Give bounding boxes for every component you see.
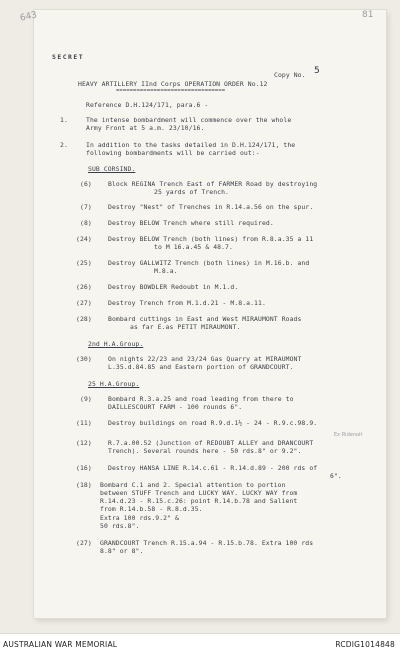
paragraph-number: 2. <box>60 141 68 149</box>
copy-number-label: Copy No. <box>274 71 306 79</box>
item-line: On nights 22/23 and 23/24 Gas Quarry at MIRAUMONT <box>108 355 302 363</box>
item-line: Destroy GALLWITZ Trench (both lines) in M.16.b. and <box>108 259 310 267</box>
item-line: Destroy BELOW Trench (both lines) from R.8.a.35 a 11 <box>108 235 314 243</box>
item-number: (8) <box>80 219 92 227</box>
item-line: 8.8" or 8". <box>100 547 144 555</box>
item-number: (26) <box>76 283 92 291</box>
item-line: Block REGINA Trench East of FARMER Road by destroying <box>108 180 318 188</box>
item-line: to M 16.a.45 & 48.7. <box>154 243 233 251</box>
item-number: (7) <box>80 203 92 211</box>
title-rule: ================================ <box>116 88 226 94</box>
item-line: R.14.d.23 - R.15.c.26: point R.14.b.78 and Salient <box>100 497 298 505</box>
group-heading-25-ha: 25 H.A.Group. <box>88 380 140 388</box>
pencil-mark-top-left: 643 <box>19 10 39 24</box>
secret-label: SECRET <box>52 53 85 61</box>
item-line: as far E.as PETIT MIRAUMONT. <box>130 323 241 331</box>
item-line: M.8.a. <box>154 267 178 275</box>
margin-note: Ex Ridenoit <box>334 432 363 438</box>
item-line: Extra 100 rds.9.2" & <box>100 514 179 522</box>
item-line: Destroy BELOW Trench where still required. <box>108 219 274 227</box>
paragraph-line: following bombardments will be carried out:- <box>86 149 260 157</box>
item-line: GRANDCOURT Trench R.15.a.94 - R.15.b.78. Extra 100 rds <box>100 539 314 547</box>
pencil-folio-number: 81 <box>362 10 374 20</box>
item-line: 6". <box>330 472 342 480</box>
item-number: (25) <box>76 259 92 267</box>
item-line: from R.14.b.58 - R.8.d.35. <box>100 505 203 513</box>
footer-collection-name: AUSTRALIAN WAR MEMORIAL <box>3 640 118 649</box>
paragraph-line: The intense bombardment will commence over the whole <box>86 116 292 124</box>
item-line: 50 rds.8". <box>100 522 140 530</box>
item-number: (27) <box>76 539 92 547</box>
item-line: Destroy HANSA LINE R.14.c.61 - R.14.d.89 - 200 rds of <box>108 464 318 472</box>
item-line: between STUFF Trench and LUCKY WAY. LUCKY WAY from <box>100 489 298 497</box>
item-number: (11) <box>76 419 92 427</box>
item-line: Bombard R.3.a.25 and road leading from there to <box>108 395 294 403</box>
item-line: Trench). Several rounds here - 50 rds.8" or 9.2". <box>108 447 302 455</box>
item-line: R.7.a.00.52 (Junction of REDOUBT ALLEY and DRANCOURT <box>108 439 314 447</box>
item-line: Destroy "Nest" of Trenches in R.14.a.56 on the spur. <box>108 203 314 211</box>
item-line: Bombard C.1 and 2. Special attention to portion <box>100 481 286 489</box>
paragraph-number: 1. <box>60 116 68 124</box>
item-line: L.35.d.84.85 and Eastern portion of GRANDCOURT. <box>108 363 294 371</box>
item-line: 25 yards of Trench. <box>154 188 230 196</box>
item-line: Destroy Trench from M.1.d.21 - M.8.a.11. <box>108 299 266 307</box>
footer-item-id: RCDIG1014848 <box>335 640 395 649</box>
item-number: (16) <box>76 464 92 472</box>
item-number: (28) <box>76 315 92 323</box>
item-line: DAILLESCOURT FARM - 100 rounds 6". <box>108 403 243 411</box>
group-heading-2nd-ha: 2nd H.A.Group. <box>88 340 144 348</box>
item-number: (27) <box>76 299 92 307</box>
group-heading-sub-corsind: SUB CORSIND. <box>88 165 136 173</box>
reference-line: Reference D.H.124/171, para.6 - <box>86 101 209 109</box>
item-number: (24) <box>76 235 92 243</box>
archive-footer <box>0 633 400 655</box>
item-number: (18) <box>76 481 92 489</box>
item-number: (12) <box>76 439 92 447</box>
item-line: Bombard cuttings in East and West MIRAUMONT Roads <box>108 315 302 323</box>
paragraph-line: In addition to the tasks detailed in D.H.124/171, the <box>86 141 296 149</box>
item-line: Destroy buildings on road R.9.d.1½ - 24 - R.9.c.98.9. <box>108 419 318 427</box>
paragraph-line: Army Front at 5 a.m. 23/10/16. <box>86 124 205 132</box>
order-title: HEAVY ARTILLERY IInd Corps OPERATION ORDER No.12 <box>78 80 268 88</box>
item-number: (30) <box>76 355 92 363</box>
item-number: (6) <box>80 180 92 188</box>
document-page <box>19 10 386 618</box>
copy-number-value: 5 <box>314 66 320 76</box>
item-line: Destroy BOWDLER Redoubt in M.1.d. <box>108 283 239 291</box>
item-number: (9) <box>80 395 92 403</box>
